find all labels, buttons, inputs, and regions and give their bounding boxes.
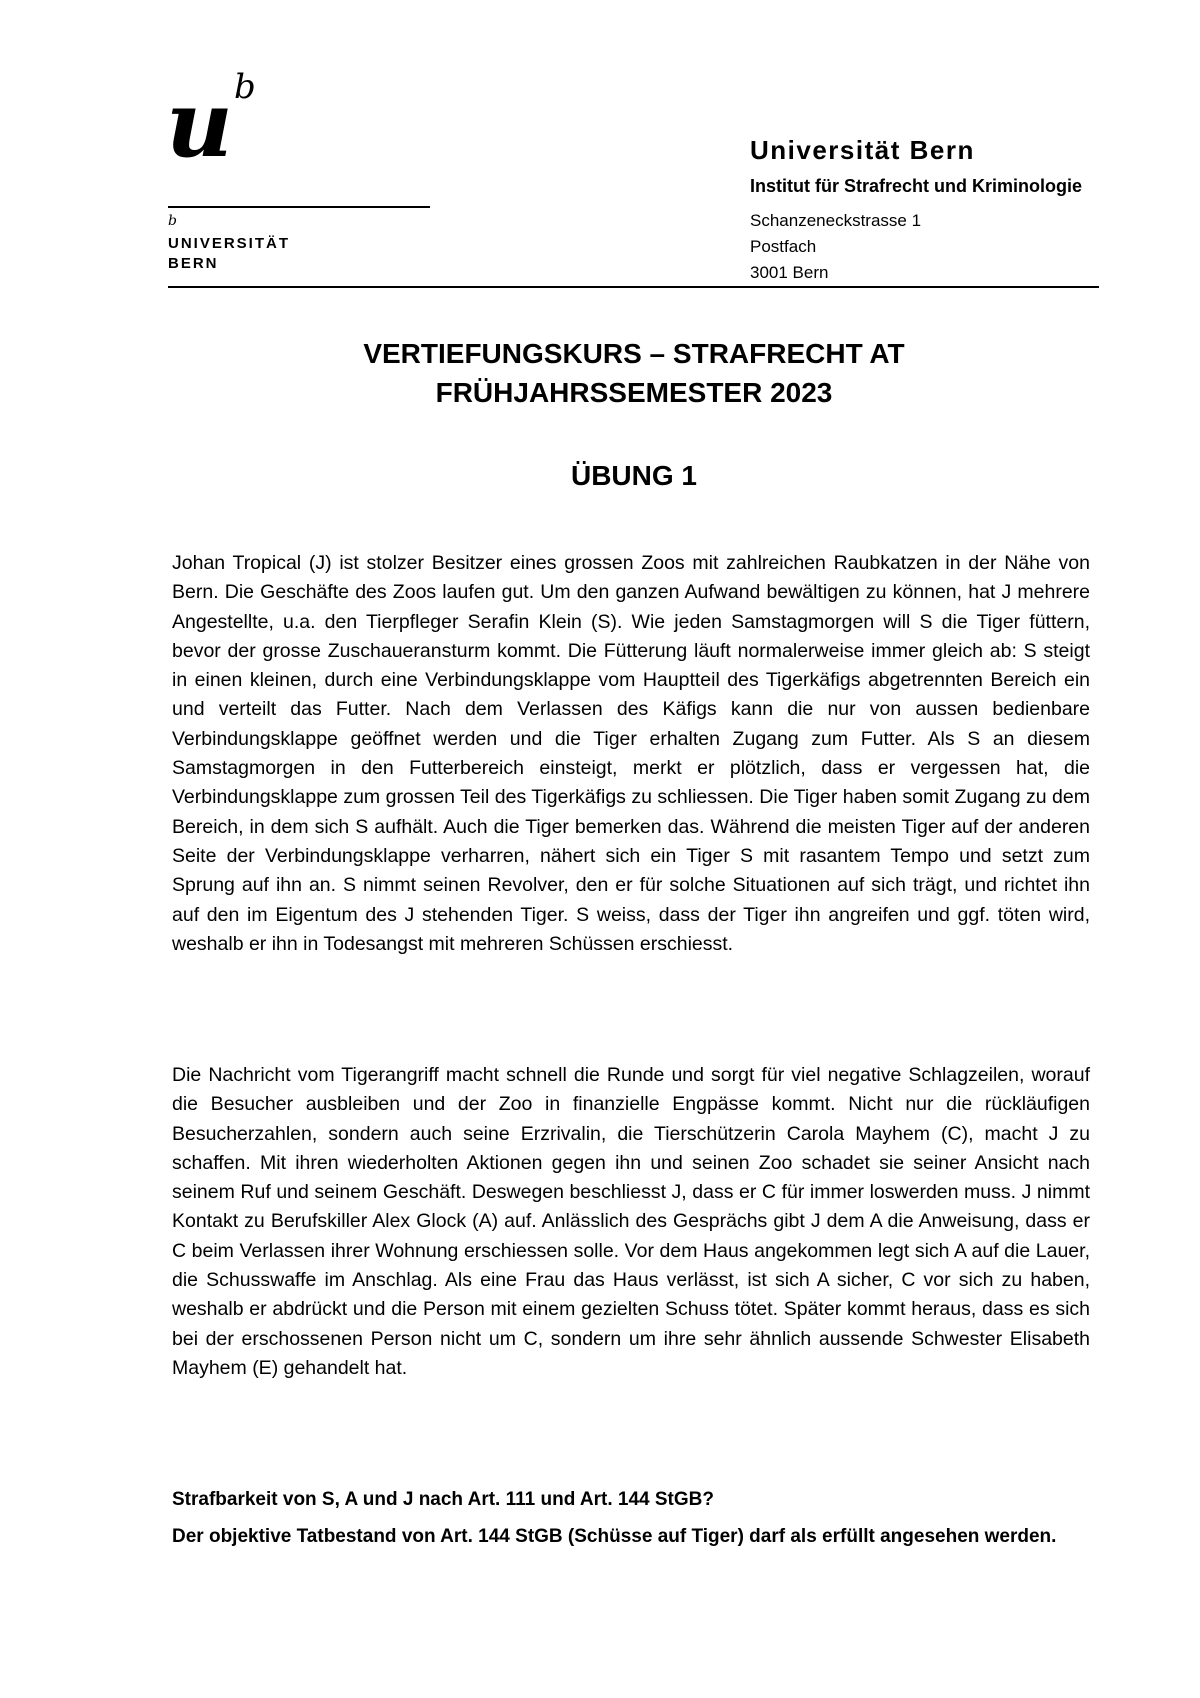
logo-word-bern: BERN [168, 255, 219, 272]
logo-u-mark: u [166, 70, 231, 178]
case-paragraph-2: Die Nachricht vom Tigerangriff macht schnell die Runde und sorgt für viel negative Schlagzeilen, worauf die Besucher ausbleiben und der Zoo in finanzielle Engpässe kommt. Nicht nur die rückläufigen Besucherzahlen, sondern auch seine Erzrivalin, die Tierschützerin Carola Mayhem (C), macht J zu schaffen. Mit ihren wiederholten Aktionen gegen ihn und seinen Zoo schadet sie seiner Ansicht nach seinem Ruf und seinem Geschäft. Deswegen beschliesst J, dass er C für immer loswerden muss. J nimmt Kontakt zu Berufskiller Alex Glock (A) auf. Anlässlich des Gesprächs gibt J dem A die Anweisung, dass er C beim Verlassen ihrer Wohnung erschiessen solle. Vor dem Haus angekommen legt sich A auf die Lauer, die Schusswaffe im Anschlag. Als eine Frau das Haus verlässt, ist sich A sicher, C vor sich zu haben, weshalb er abdrückt und die Person mit einem gezielten Schuss tötet. Später kommt heraus, dass es sich bei der erschossenen Person nicht um C, sondern um ihre sehr ähnlich aussende Schwester Elisabeth Mayhem (E) gehandelt hat. [172, 1064, 1090, 1379]
department-name: Institut für Strafrecht und Kriminologie [750, 176, 1082, 196]
address-city: 3001 Bern [750, 263, 829, 282]
semester-title: FRÜHJAHRSSEMESTER 2023 [435, 377, 833, 408]
logo-divider [168, 206, 430, 208]
logo-word-universitaet: UNIVERSITÄT [168, 235, 291, 252]
header-divider [168, 286, 1099, 288]
address-postbox: Postfach [750, 237, 817, 256]
institution-name: Universität Bern [750, 135, 975, 165]
address-street: Schanzeneckstrasse 1 [750, 211, 922, 230]
case-paragraph-1: Johan Tropical (J) ist stolzer Besitzer eines grossen Zoos mit zahlreichen Raubkatzen in der Nähe von Bern. Die Geschäfte des Zoos laufen gut. Um den ganzen Aufwand bewältigen zu können, hat J mehrere Angestellte, u.a. den Tierpfleger Serafin Klein (S). Wie jeden Samstagmorgen will S die Tiger füttern, bevor der grosse Zuschaueransturm kommt. Die Fütterung läuft normalerweise immer gleich ab: S steigt in einen kleinen, durch eine Verbindungsklappe vom Hauptteil des Tigerkäfigs abgetrennten Bereich ein und verteilt das Futter. Nach dem Verlassen des Käfigs kann die nur von aussen bedienbare Verbindungsklappe geöffnet werden und die Tiger erhalten Zugang zum Futter. Als S an diesem Samstagmorgen in den Futterbereich einsteigt, merkt er plötzlich, dass er vergessen hat, die Verbindungsklappe zum grossen Teil des Tigerkäfigs zu schliessen. Die Tiger haben somit Zugang zu dem Bereich, in dem sich S aufhält. Auch die Tiger bemerken das. Während die meisten Tiger auf der anderen Seite der Verbindungsklappe verharren, nähert sich ein Tiger S mit rasantem Tempo und setzt zum Sprung auf ihn an. S nimmt seinen Revolver, den er für solche Situationen auf sich trägt, und richtet ihn auf den im Eigentum des J stehenden Tiger. S weiss, dass der Tiger ihn angreifen und ggf. töten wird, weshalb er ihn in Todesangst mit mehreren Schüssen erschiesst. [172, 552, 1090, 955]
exam-note: Der objektive Tatbestand von Art. 144 StGB (Schüsse auf Tiger) darf als erfüllt angesehen werden. [172, 1526, 1057, 1547]
logo-b-superscript: b [234, 67, 256, 107]
exercise-title: ÜBUNG 1 [570, 460, 697, 491]
exam-question: Strafbarkeit von S, A und J nach Art. 111 und Art. 144 StGB? [172, 1489, 714, 1510]
logo-small-b: b [168, 213, 177, 229]
course-title: VERTIEFUNGSKURS – STRAFRECHT AT [363, 338, 905, 369]
